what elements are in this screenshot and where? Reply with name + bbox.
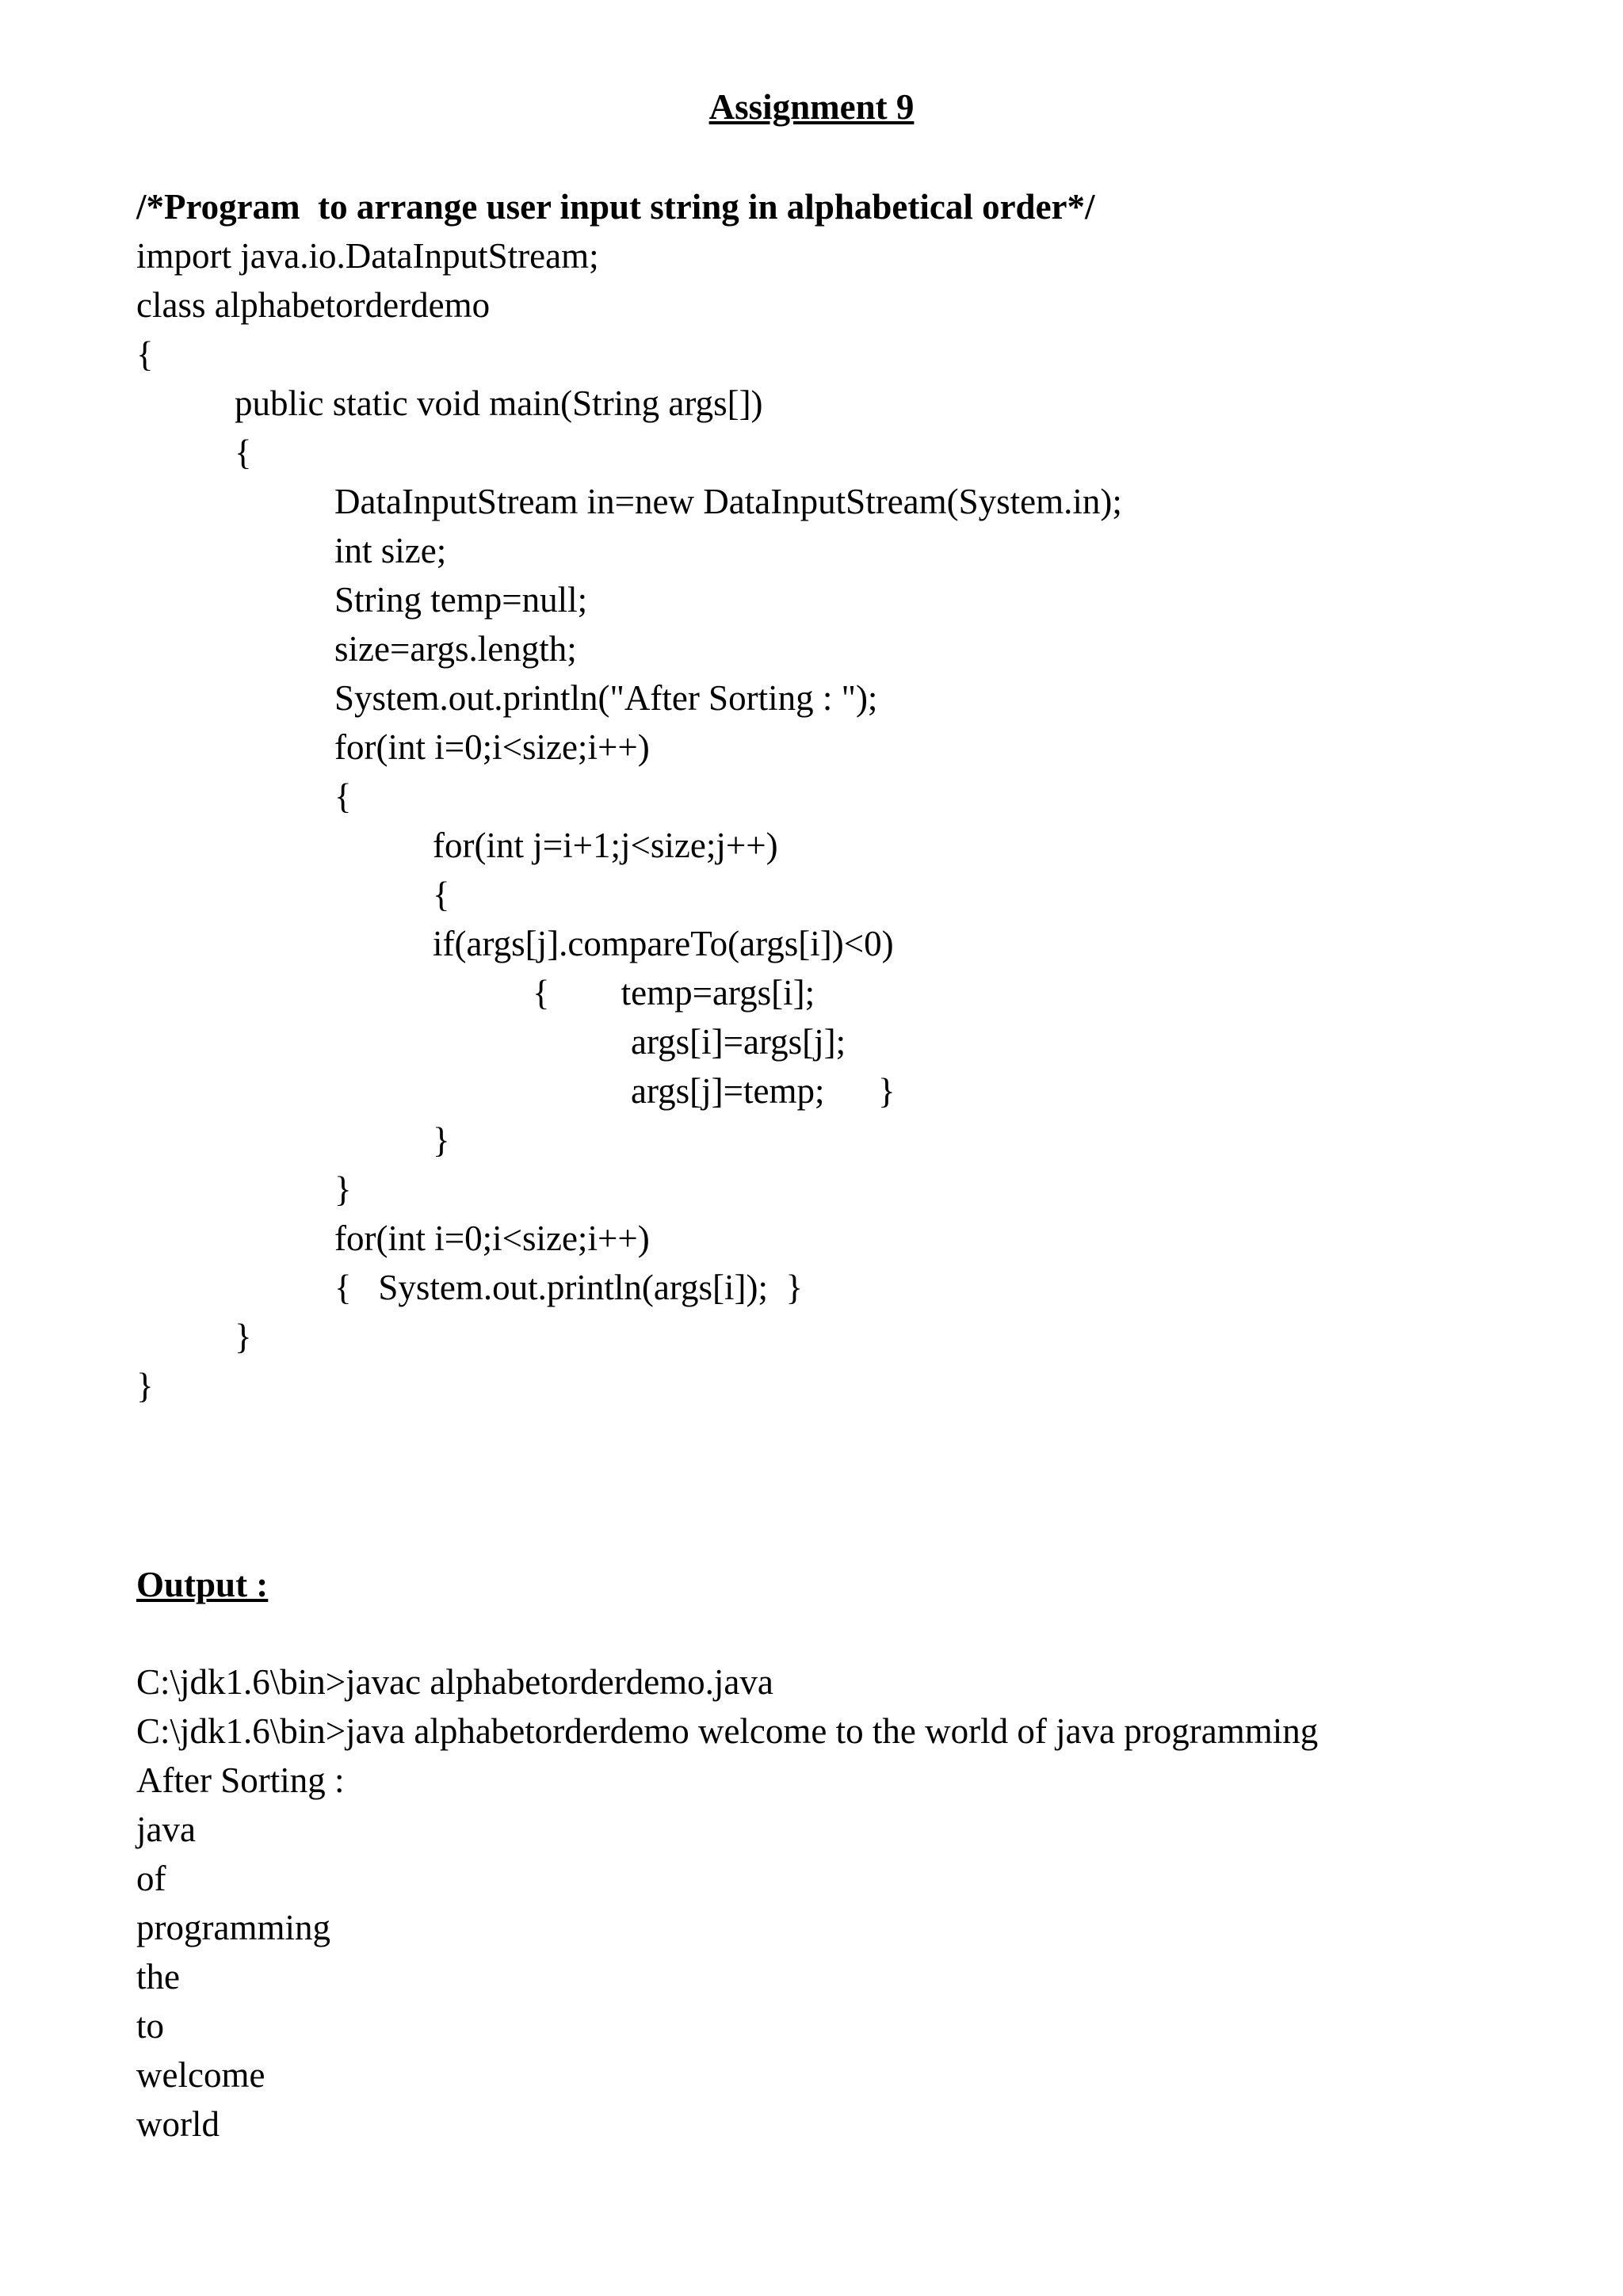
code-line: for(int i=0;i<size;i++) [334,727,650,767]
code-line: for(int i=0;i<size;i++) [334,1219,650,1258]
code-line: int size; [334,531,447,570]
code-line: args[j]=temp; } [631,1071,896,1111]
code-line: size=args.length; [334,629,577,669]
output-line: C:\jdk1.6\bin>java alphabetorderdemo welcome to the world of java programming [136,1711,1319,1751]
code-line: for(int j=i+1;j<size;j++) [433,826,778,865]
code-line: } [136,1366,154,1405]
code-line: { System.out.println(args[i]); } [334,1268,804,1307]
code-line: { temp=args[i]; [533,973,815,1013]
output-line: world [136,2104,220,2144]
code-line: System.out.println("After Sorting : "); [334,678,878,718]
output-line: After Sorting : [136,1760,345,1800]
code-line: } [334,1169,352,1209]
output-line: java [136,1810,196,1849]
code-line: } [433,1120,450,1160]
code-line: if(args[j].compareTo(args[i])<0) [433,924,894,963]
code-line: import java.io.DataInputStream; [136,236,599,276]
code-line: String temp=null; [334,580,588,620]
code-line: public static void main(String args[]) [235,383,763,423]
output-line: programming [136,1908,330,1947]
output-line: of [136,1859,166,1898]
output-heading: Output : [136,1565,269,1604]
code-line: { [433,875,450,914]
code-line: } [235,1317,252,1356]
output-line: the [136,1957,180,1997]
code-line: DataInputStream in=new DataInputStream(System.in); [334,482,1122,521]
output-line: C:\jdk1.6\bin>javac alphabetorderdemo.java [136,1662,773,1702]
output-line: to [136,2006,165,2046]
code-comment-line: /*Program to arrange user input string in alphabetical order*/ [136,187,1095,227]
code-line: { [136,334,154,374]
code-line: args[i]=args[j]; [631,1022,846,1062]
code-line: class alphabetorderdemo [136,285,491,325]
code-line: { [235,433,252,472]
output-line: welcome [136,2055,265,2095]
document-title: Assignment 9 [708,87,915,127]
code-line: { [334,776,352,816]
